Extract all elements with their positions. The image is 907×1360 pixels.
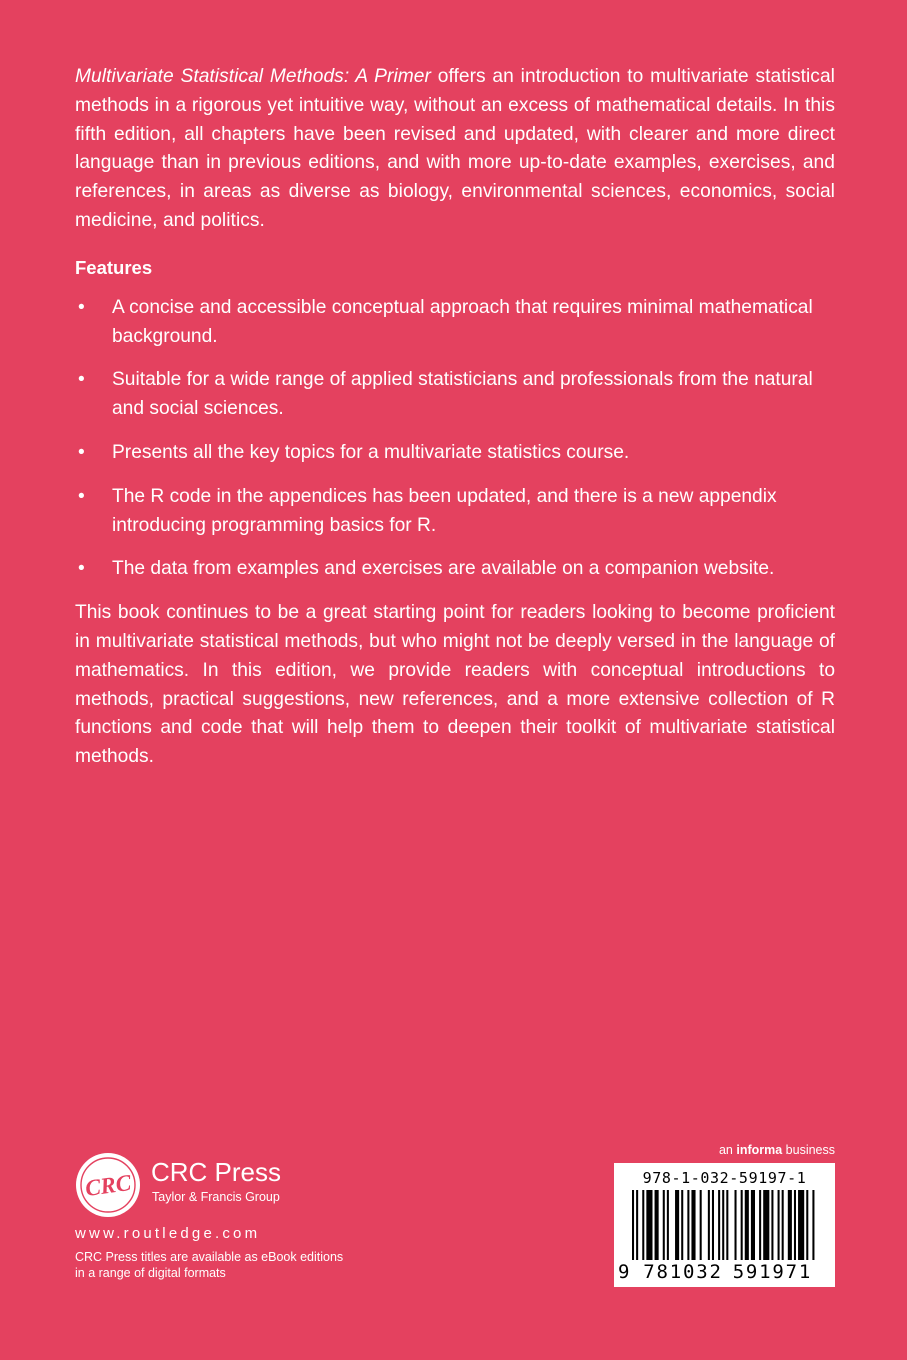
barcode-bar: [700, 1190, 702, 1260]
ean-right-group: 591971: [732, 1261, 813, 1283]
barcode-bar: [788, 1190, 792, 1260]
ean-left-group: 781032: [643, 1261, 723, 1283]
ean-digits: [618, 1261, 832, 1283]
ean-first-digit: 9: [618, 1261, 632, 1283]
feature-text: A concise and accessible conceptual approach that requires minimal mathematical background.: [112, 296, 813, 347]
barcode-bar: [726, 1190, 728, 1260]
barcode-bar: [751, 1190, 755, 1260]
barcode-bar: [712, 1190, 714, 1260]
feature-text: Presents all the key topics for a multivariate statistics course.: [112, 441, 630, 463]
feature-text: Suitable for a wide range of applied statisticians and professionals from the natural and social sciences.: [112, 369, 813, 420]
barcode-bar: [763, 1190, 769, 1260]
crc-logo-text: CRC: [83, 1169, 133, 1202]
book-title: Multivariate Statistical Methods: A Primer: [75, 66, 431, 87]
feature-item: [75, 555, 835, 584]
feature-item: [75, 294, 835, 352]
barcode-bar: [681, 1190, 683, 1260]
ebook-note: CRC Press titles are available as eBook editions in a range of digital formats: [75, 1250, 344, 1280]
bullet: •: [78, 485, 85, 507]
barcode-bars: [624, 1190, 825, 1266]
bullet: •: [78, 558, 85, 580]
barcode-bar: [782, 1190, 784, 1260]
tagline-bold: informa: [736, 1143, 783, 1157]
feature-text: The R code in the appendices has been updated, and there is a new appendix introducing programming basics for R.: [112, 485, 777, 536]
barcode-bar: [806, 1190, 808, 1260]
barcode-bar: [759, 1190, 761, 1260]
publisher-name: CRC Press: [151, 1157, 282, 1187]
barcode-bar: [646, 1190, 652, 1260]
intro-text: offers an introduction to multivariate statistical methods in a rigorous yet intuitive way, without an excess of mathematical details. In this fifth edition, all chapters have been revised and updated, with clearer and more direct language than in previous editions, and with more up-to-date examples, exercises, and references, in areas as diverse as biology, environmental sciences, economics, social medicine, and politics.: [75, 66, 835, 231]
feature-item: [75, 366, 835, 424]
features-heading: Features: [75, 256, 153, 278]
barcode-bar: [655, 1190, 659, 1260]
barcode-bar: [708, 1190, 710, 1260]
barcode-bar: [675, 1190, 679, 1260]
crc-logo-icon: [75, 1152, 141, 1218]
informa-tagline: [719, 1143, 835, 1157]
publisher-group: Taylor & Francis Group: [152, 1190, 280, 1204]
barcode-bar: [735, 1190, 737, 1260]
barcode-bar: [632, 1190, 634, 1260]
barcode-bar: [794, 1190, 796, 1260]
feature-item: [75, 439, 835, 468]
barcode: [614, 1163, 835, 1287]
barcode-bar: [718, 1190, 720, 1260]
barcode-bar: [636, 1190, 638, 1260]
barcode-bar: [691, 1190, 695, 1260]
closing-paragraph: This book continues to be a great starting point for readers looking to become proficient in multivariate statistical methods, but who might not be deeply versed in the language of mathematics. In this edition, we provide readers with conceptual introductions to methods, practical suggestions, new references, and a more extensive collection of R functions and code that will help them to deepen their toolkit of multivariate statistical methods.: [75, 602, 835, 768]
barcode-bar: [722, 1190, 724, 1260]
barcode-bar: [687, 1190, 689, 1260]
tagline-prefix: an: [718, 1143, 737, 1157]
barcode-bar: [778, 1190, 780, 1260]
bullet: •: [78, 369, 85, 391]
bullet: •: [78, 441, 85, 463]
back-cover-text: [75, 63, 835, 772]
barcode-bar: [642, 1190, 644, 1260]
intro-paragraph: [75, 63, 835, 236]
barcode-bar: [741, 1190, 743, 1260]
features-list: [75, 294, 835, 584]
barcode-bar: [745, 1190, 749, 1260]
website-link[interactable]: www.routledge.com: [75, 1225, 261, 1242]
barcode-bar: [771, 1190, 773, 1260]
isbn-text: 978-1-032-59197-1: [642, 1169, 807, 1187]
bullet: •: [78, 296, 85, 318]
barcode-bar: [798, 1190, 804, 1260]
barcode-bar: [663, 1190, 665, 1260]
barcode-bar: [812, 1190, 814, 1260]
feature-text: The data from examples and exercises are available on a companion website.: [112, 558, 775, 580]
feature-item: [75, 483, 835, 541]
tagline-suffix: business: [782, 1143, 835, 1157]
barcode-bar: [667, 1190, 669, 1260]
